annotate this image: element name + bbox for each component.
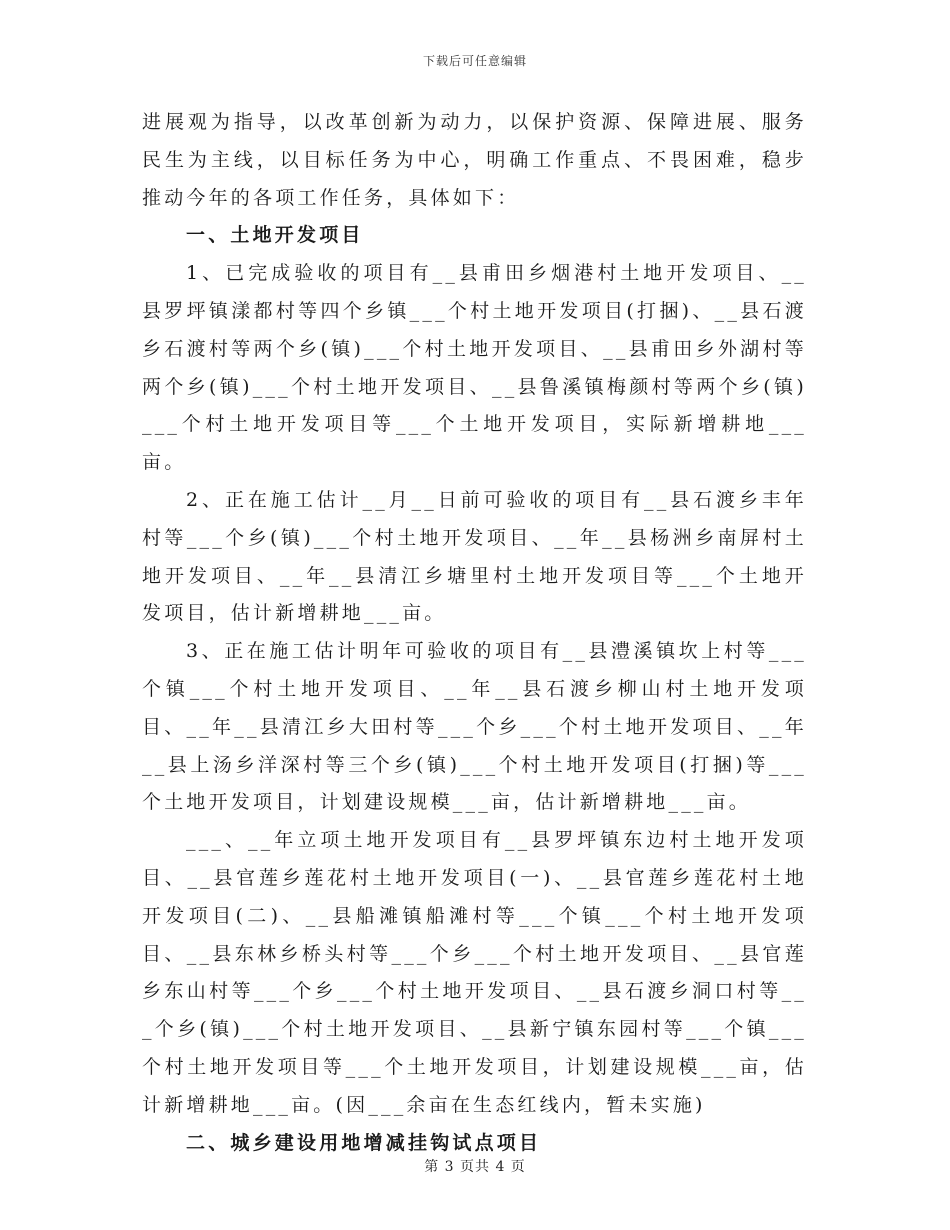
section-heading-urban-rural-land: 二、城乡建设用地增减挂钩试点项目 [186,1131,542,1154]
paragraph-approved-projects: ___、__年立项土地开发项目有__县罗坪镇东边村土地开发项目、__县官莲乡莲花村土地开发项目(一)、__县官莲乡莲花村土地开发项目(二)、__县船滩镇船滩村等___个镇___个村土地开发项目、__县东林乡桥头村等___个乡___个村土地开发项目、__县官莲乡东山村等___个乡___个村土地开发项目、__县石渡乡洞口村等___个乡(镇)___个村土地开发项目、__县新宁镇东园村等___个镇___个村土地开发项目等___个土地开发项目，计划建设规模___亩，估计新增耕地___亩。(因___余亩在生态红线内，暂未实施) [142,829,807,1116]
page-number-footer: 第 3 页共 4 页 [424,1159,526,1175]
paragraph-projects-under-construction: 2、正在施工估计__月__日前可验收的项目有__县石渡乡丰年村等___个乡(镇)___个村土地开发项目、__年__县杨洲乡南屏村土地开发项目、__年__县清江乡塘里村土地开发项目等___个土地开发项目，估计新增耕地___亩。 [142,488,807,625]
paragraph-completed-projects: 1、已完成验收的项目有__县甫田乡烟港村土地开发项目、__县罗坪镇漾都村等四个乡镇___个村土地开发项目(打捆)、__县石渡乡石渡村等两个乡(镇)___个村土地开发项目、__县甫田乡外湖村等两个乡(镇)___个村土地开发项目、__县鲁溪镇梅颜村等两个乡(镇)___个村土地开发项目等___个土地开发项目，实际新增耕地___亩。 [142,262,807,474]
section-heading-land-development: 一、土地开发项目 [186,224,364,247]
page-header: 下载后可任意编辑 [422,54,527,68]
document-body [142,104,807,1162]
paragraph-projects-next-year: 3、正在施工估计明年可验收的项目有__县澧溪镇坎上村等___个镇___个村土地开发项目、__年__县石渡乡柳山村土地开发项目、__年__县清江乡大田村等___个乡___个村土地开发项目、__年__县上汤乡洋深村等三个乡(镇)___个村土地开发项目(打捆)等___个土地开发项目，计划建设规模___亩，估计新增耕地___亩。 [142,640,807,814]
intro-paragraph: 进展观为指导，以改革创新为动力，以保护资源、保障进展、服务民生为主线，以目标任务为中心，明确工作重点、不畏困难，稳步推动今年的各项工作任务，具体如下： [142,111,807,209]
